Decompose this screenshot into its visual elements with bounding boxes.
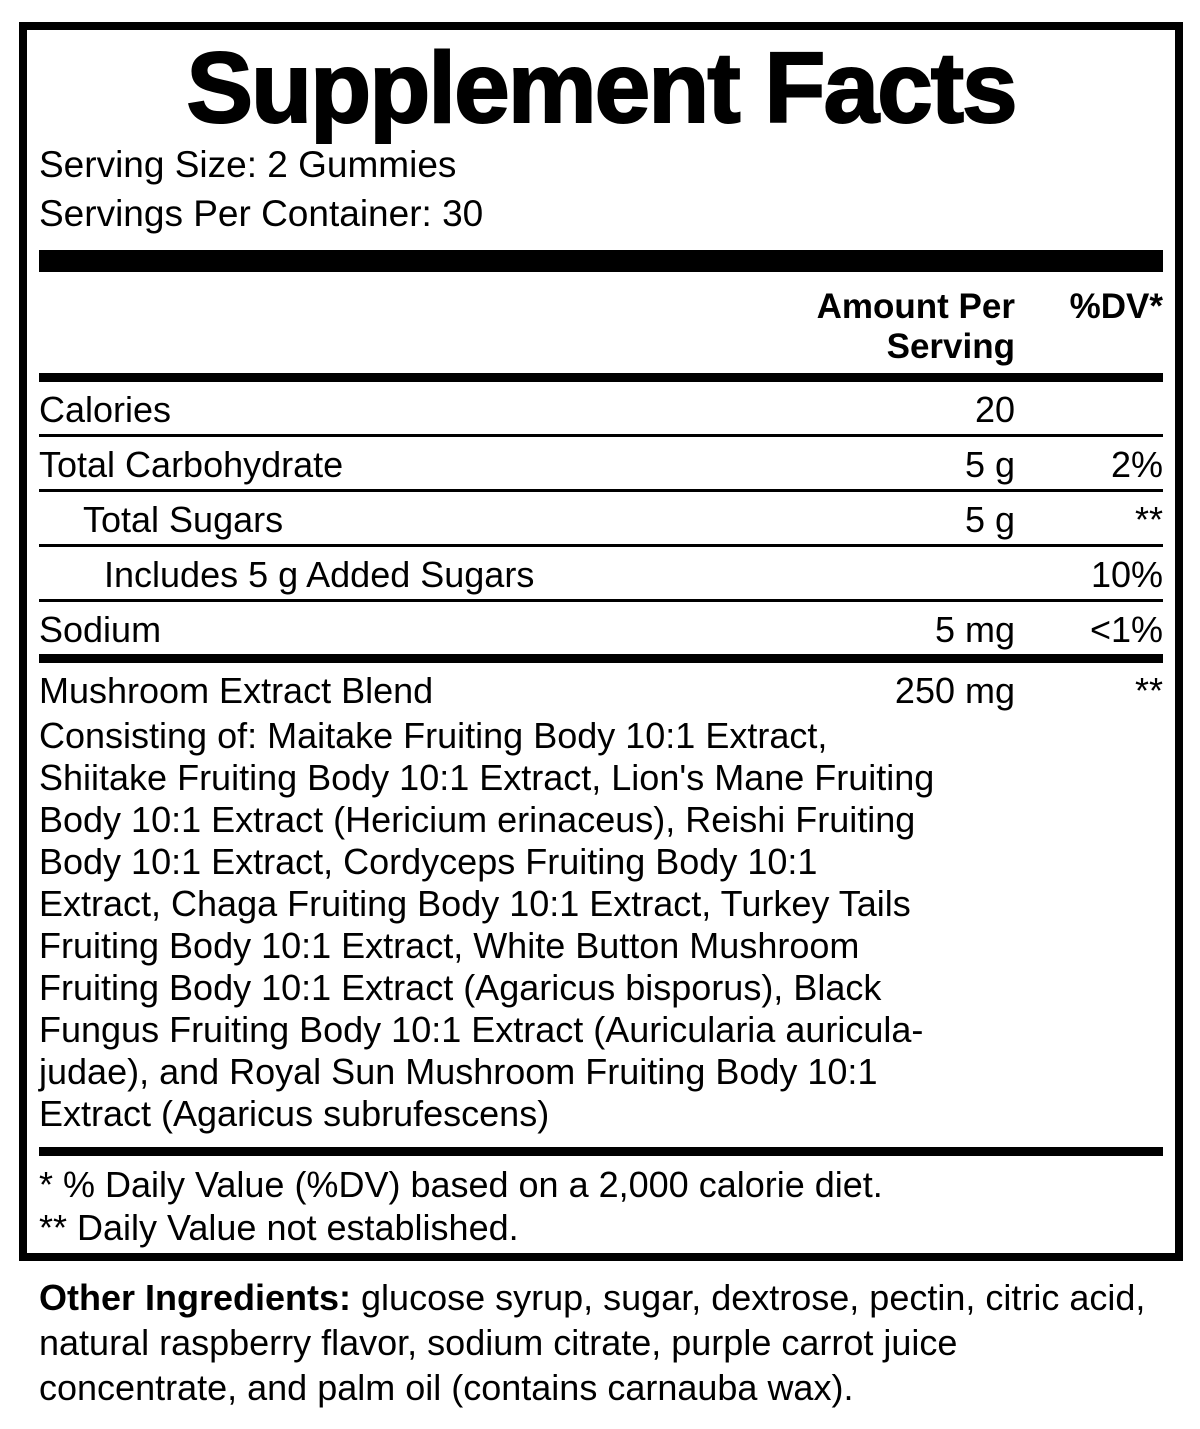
nutrient-amount: 5 g xyxy=(964,499,1015,540)
nutrient-name: Includes 5 g Added Sugars xyxy=(104,554,535,595)
nutrient-name: Calories xyxy=(39,389,172,430)
nutrient-amount: 20 xyxy=(974,389,1015,430)
nutrient-amount: 5 g xyxy=(964,444,1015,485)
nutrient-row xyxy=(39,547,1163,599)
blend-name: Mushroom Extract Blend xyxy=(39,670,434,711)
blend-description: Consisting of: Maitake Fruiting Body 10:1 Extract, Shiitake Fruiting Body 10:1 Extract, Lion's Mane Fruiting Body 10:1 Extract (Hericium erinaceus), Reishi Fruiting Body 10:1 Extract, Cordyceps Fruiting Body 10:1 Extract, Chaga Fruiting Body 10:1 Extract, Turkey Tails Fruiting Body 10:1 Extract, White Button Mushroom Fruiting Body 10:1 Extract (Agaricus bisporus), Black Fungus Fruiting Body 10:1 Extract (Auricularia auricula-judae), and Royal Sun Mushroom Fruiting Body 10:1 Extract (Agaricus subrufescens) xyxy=(39,715,935,1134)
panel-title: Supplement Facts xyxy=(186,32,1016,144)
nutrient-dv: ** xyxy=(1134,499,1163,540)
column-header-spacer xyxy=(39,287,685,367)
divider-bar-medium xyxy=(39,373,1163,382)
servings-per-container: Servings Per Container: 30 xyxy=(39,193,484,234)
nutrient-amount: 5 mg xyxy=(934,609,1015,650)
nutrient-name: Sodium xyxy=(39,609,162,650)
nutrient-table xyxy=(39,382,1163,654)
other-ingredients xyxy=(39,1275,1165,1410)
nutrient-name: Total Sugars xyxy=(83,499,284,540)
divider-bar-medium xyxy=(39,654,1163,663)
nutrient-dv: 10% xyxy=(1090,554,1163,595)
nutrient-row xyxy=(39,492,1163,544)
nutrient-dv: <1% xyxy=(1089,609,1163,650)
column-header-dv: %DV* xyxy=(1069,287,1163,326)
nutrient-row xyxy=(39,437,1163,489)
nutrient-dv: 2% xyxy=(1110,444,1163,485)
other-ingredients-label: Other Ingredients: xyxy=(39,1277,352,1318)
blend-dv: ** xyxy=(1134,670,1163,711)
divider-bar-medium xyxy=(39,1147,1163,1156)
column-header-row xyxy=(39,272,1163,373)
footnote-not-established: ** Daily Value not established. xyxy=(39,1207,519,1248)
serving-size: Serving Size: 2 Gummies xyxy=(39,144,457,185)
blend-amount: 250 mg xyxy=(894,670,1015,711)
nutrient-row xyxy=(39,602,1163,654)
other-ingredients-text: glucose syrup, sugar, dextrose, pectin, citric acid, natural raspberry flavor, sodium citrate, purple carrot juice concentrate, and palm oil (contains carnauba wax). xyxy=(39,1277,1146,1408)
supplement-facts-panel xyxy=(19,22,1183,1261)
footnotes xyxy=(39,1156,1163,1253)
blend-row xyxy=(39,663,1163,715)
column-header-amount: Amount Per Serving xyxy=(816,287,1015,366)
footnote-daily-value: * % Daily Value (%DV) based on a 2,000 calorie diet. xyxy=(39,1164,883,1205)
divider-bar-thick xyxy=(39,250,1163,272)
nutrient-row xyxy=(39,382,1163,434)
nutrient-name: Total Carbohydrate xyxy=(39,444,344,485)
